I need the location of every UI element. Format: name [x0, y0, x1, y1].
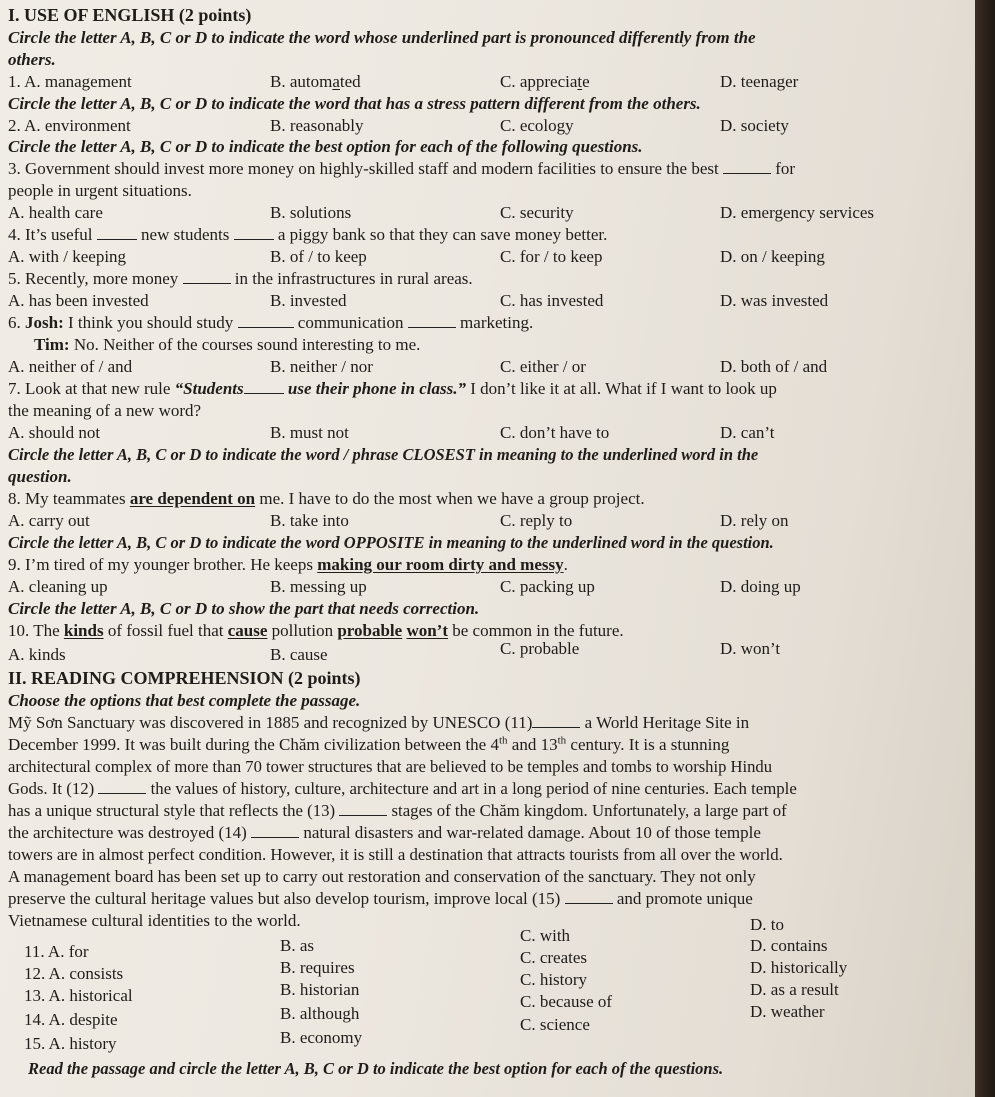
passage-line-2: December 1999. It was built during the Chăm civilization between the 4th and 13th century. It is a stunning [8, 734, 730, 754]
desk-background [975, 0, 995, 1097]
option-13-c[interactable]: C. history [520, 970, 588, 989]
instruction-correction: Circle the letter A, B, C or D to show the part that needs correction. [8, 599, 480, 618]
question-7-options [8, 422, 968, 444]
option-c[interactable]: C. probable [500, 639, 580, 658]
question-10-options [8, 639, 968, 666]
question-4-options [8, 246, 968, 268]
question-6-text: 6. Josh: I think you should study communication marketing. [8, 313, 534, 332]
option-d[interactable]: D. teenager [720, 72, 799, 91]
option-15-a[interactable]: 15. A. history [24, 1034, 117, 1053]
option-a[interactable]: A. management [24, 72, 132, 91]
option-d[interactable]: D. doing up [720, 577, 801, 596]
question-8-text: 8. My teammates are dependent on me. I have to do the most when we have a group project. [8, 489, 645, 508]
option-13-a[interactable]: 13. A. historical [24, 986, 133, 1005]
question-9-options [8, 576, 968, 598]
option-a[interactable]: A. health care [8, 203, 103, 222]
option-d[interactable]: D. was invested [720, 291, 829, 310]
instruction-best-option: Circle the letter A, B, C or D to indicate the best option for each of the following questions. [8, 137, 643, 156]
question-2: 2. A. environment B. reasonably C. ecology D. society [8, 116, 789, 135]
option-11-b[interactable]: B. as [280, 936, 314, 955]
option-c[interactable]: C. ecology [500, 116, 574, 135]
passage-line-10: Vietnamese cultural identities to the world. [8, 911, 301, 930]
option-b[interactable]: B. messing up [270, 577, 367, 596]
instruction-pronunciation: Circle the letter A, B, C or D to indicate the word whose underlined part is pronounced differently from the [8, 28, 756, 47]
option-d[interactable]: D. on / keeping [720, 247, 825, 266]
instruction-closest: Circle the letter A, B, C or D to indicate the word / phrase CLOSEST in meaning to the underlined word in the [8, 445, 759, 464]
option-a[interactable]: A. carry out [8, 511, 90, 530]
instruction-closest-cont: question. [8, 467, 72, 486]
passage-line-1: Mỹ Sơn Sanctuary was discovered in 1885 and recognized by UNESCO (11) a World Heritage Site in [8, 713, 750, 732]
option-b[interactable]: B. neither / nor [270, 357, 373, 376]
option-14-a[interactable]: 14. A. despite [24, 1010, 118, 1029]
option-a[interactable]: A. kinds [8, 645, 66, 664]
option-c[interactable]: C. don’t have to [500, 423, 610, 442]
question-7-text-cont: the meaning of a new word? [8, 401, 202, 420]
option-a[interactable]: A. with / keeping [8, 247, 127, 266]
option-a[interactable]: A. environment [24, 116, 131, 135]
option-13-b[interactable]: B. historian [280, 980, 360, 999]
option-b[interactable]: B. of / to keep [270, 247, 367, 266]
question-3-options [8, 202, 968, 224]
option-c[interactable]: C. appreciate [500, 72, 590, 91]
option-c[interactable]: C. packing up [500, 577, 595, 596]
option-a[interactable]: A. neither of / and [8, 357, 133, 376]
question-7-text: 7. Look at that new rule “Students use their phone in class.” I don’t like it at all. What if I want to look up [8, 379, 777, 398]
option-a[interactable]: A. should not [8, 423, 101, 442]
option-14-c[interactable]: C. because of [520, 992, 613, 1011]
passage-line-5: has a unique structural style that reflects the (13) stages of the Chăm kingdom. Unfortunately, a large part of [8, 801, 787, 820]
option-d[interactable]: D. emergency services [720, 203, 875, 222]
question-3-text: 3. Government should invest more money on highly-skilled staff and modern facilities to ensure the best for [8, 159, 796, 178]
instruction-stress: Circle the letter A, B, C or D to indicate the word that has a stress pattern different from the others. [8, 94, 701, 113]
option-c[interactable]: C. for / to keep [500, 247, 603, 266]
option-d[interactable]: D. society [720, 116, 789, 135]
option-c[interactable]: C. security [500, 203, 574, 222]
question-6-reply: Tim: No. Neither of the courses sound interesting to me. [34, 335, 421, 354]
option-b[interactable]: B. invested [270, 291, 347, 310]
passage-line-6: the architecture was destroyed (14) natural disasters and war-related damage. About 10 of those temple [8, 823, 761, 842]
passage-line-7: towers are in almost perfect condition. However, it is still a destination that attracts tourists from all over the world. [8, 845, 783, 864]
section1-title: I. USE OF ENGLISH (2 points) [8, 5, 252, 25]
option-15-c[interactable]: C. science [520, 1015, 590, 1034]
question-3-text-cont: people in urgent situations. [8, 181, 192, 200]
question-5-options [8, 290, 968, 312]
question-10-text: 10. The kinds of fossil fuel that cause pollution probable won’t be common in the future. [8, 621, 624, 640]
option-15-d[interactable]: D. weather [750, 1002, 825, 1021]
option-c[interactable]: C. either / or [500, 357, 586, 376]
option-11-c[interactable]: C. with [520, 926, 571, 945]
option-c[interactable]: C. has invested [500, 291, 604, 310]
option-b[interactable]: B. reasonably [270, 116, 364, 135]
option-b[interactable]: B. take into [270, 511, 349, 530]
passage-line-3: architectural complex of more than 70 tower structures that are believed to be temples and tombs to worship Hindu [8, 757, 773, 776]
option-c[interactable]: C. reply to [500, 511, 573, 530]
option-12-a[interactable]: 12. A. consists [24, 964, 124, 983]
passage-line-4: Gods. It (12) the values of history, culture, architecture and art in a long period of nine centuries. Each temple [8, 779, 797, 798]
question-1: 1. A. management B. automated C. appreciate D. teenager [8, 72, 799, 91]
option-11-d[interactable]: D. to [750, 915, 784, 934]
question-4-text: 4. It’s useful new students a piggy bank so that they can save money better. [8, 225, 608, 244]
option-12-b[interactable]: B. requires [280, 958, 355, 977]
passage-line-8: A management board has been set up to carry out restoration and conservation of the sanctuary. They not only [8, 867, 756, 886]
option-b[interactable]: B. automated [270, 72, 361, 91]
question-9-text: 9. I’m tired of my younger brother. He keeps making our room dirty and messy. [8, 555, 568, 574]
option-12-d[interactable]: D. contains [750, 936, 828, 955]
passage-line-9: preserve the cultural heritage values but also develop tourism, improve local (15) and promote unique [8, 889, 753, 908]
option-a[interactable]: A. has been invested [8, 291, 149, 310]
question-6-options [8, 356, 968, 378]
option-a[interactable]: A. cleaning up [8, 577, 108, 596]
section2-title: II. READING COMPREHENSION (2 points) [8, 668, 361, 688]
instruction-passage: Choose the options that best complete the passage. [8, 691, 361, 710]
option-13-d[interactable]: D. historically [750, 958, 848, 977]
option-d[interactable]: D. both of / and [720, 357, 828, 376]
option-b[interactable]: B. cause [270, 645, 328, 664]
instruction-pronunciation-cont: others. [8, 50, 56, 69]
option-b[interactable]: B. solutions [270, 203, 352, 222]
instruction-final: Read the passage and circle the letter A, B, C or D to indicate the best option for each of the questions. [28, 1059, 724, 1078]
option-d[interactable]: D. can’t [720, 423, 775, 442]
option-15-b[interactable]: B. economy [280, 1028, 363, 1047]
option-12-c[interactable]: C. creates [520, 948, 588, 967]
option-14-b[interactable]: B. although [280, 1004, 360, 1023]
option-d[interactable]: D. won’t [720, 639, 781, 658]
option-14-d[interactable]: D. as a result [750, 980, 839, 999]
question-8-options [8, 510, 968, 532]
option-d[interactable]: D. rely on [720, 511, 789, 530]
option-b[interactable]: B. must not [270, 423, 349, 442]
question-5-text: 5. Recently, more money in the infrastructures in rural areas. [8, 269, 473, 288]
option-11-a[interactable]: 11. A. for [24, 942, 89, 961]
instruction-opposite: Circle the letter A, B, C or D to indicate the word OPPOSITE in meaning to the underlined word in the question. [8, 533, 774, 552]
